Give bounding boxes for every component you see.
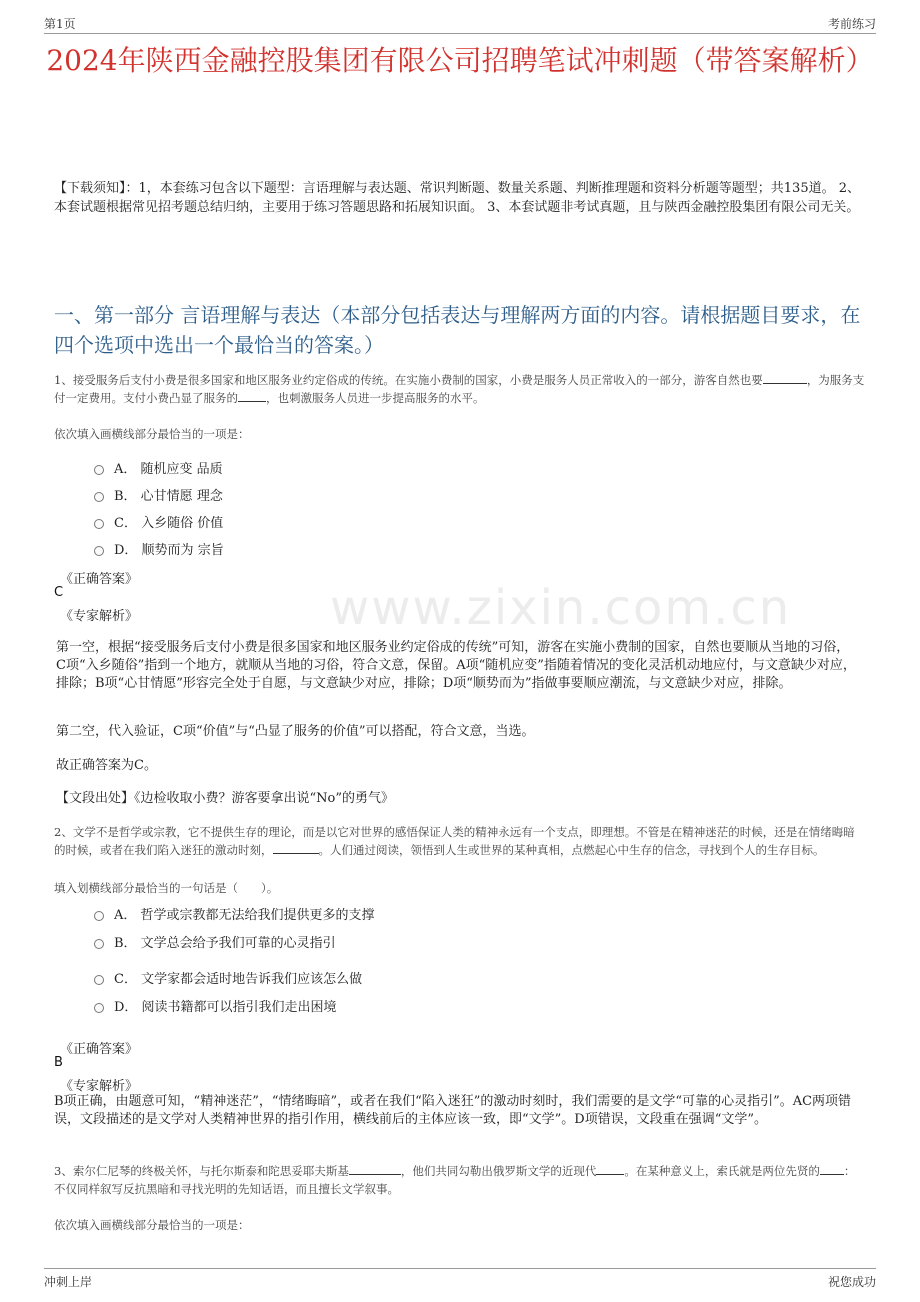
radio-icon[interactable] — [94, 975, 104, 985]
q1-option-b[interactable]: B． 心甘情愿 理念 — [94, 485, 223, 504]
question-1-prompt: 依次填入画横线部分最恰当的一项是： — [54, 427, 250, 441]
document-title: 2024年陕西金融控股集团有限公司招聘笔试冲刺题（带答案解析） — [46, 44, 874, 77]
blank-2 — [238, 401, 266, 402]
blank-2 — [596, 1174, 624, 1175]
radio-icon[interactable] — [94, 1003, 104, 1013]
q2-analysis-p1: B项正确，由题意可知，“精神迷茫”，“情绪晦暗”，或者在我们“陷入迷狂”的激动时刻时，我们需要的是文学“可靠的心灵指引”。AC两项错误，文段描述的是文学对人类精神世界的指引作用，横线前后的主体应该一致，即“文学”。D项错误，文段重在强调“文学”。 — [54, 1094, 852, 1127]
radio-icon[interactable] — [94, 465, 104, 475]
blank-3 — [820, 1174, 844, 1175]
section-title: 一、第一部分 言语理解与表达（本部分包括表达与理解两方面的内容。请根据题目要求，在四个选项中选出一个最恰当的答案。） — [54, 303, 861, 357]
q1-analysis-p2: 第二空，代入验证，C项“价值”与“凸显了服务的价值”可以搭配，符合文意，当选。 — [56, 724, 535, 739]
q2-option-d[interactable]: D． 阅读书籍都可以指引我们走出困境 — [94, 996, 337, 1015]
radio-icon[interactable] — [94, 492, 104, 502]
q2-option-a[interactable]: A． 哲学或宗教都无法给我们提供更多的支撑 — [94, 904, 375, 923]
footer-right: 祝您成功 — [827, 1275, 876, 1289]
radio-icon[interactable] — [94, 519, 104, 529]
q1-analysis-label: 《专家解析》 — [60, 609, 139, 624]
radio-icon[interactable] — [94, 939, 104, 949]
radio-icon[interactable] — [94, 911, 104, 921]
question-3-text: 3、索尔仁尼琴的终极关怀，与托尔斯泰和陀思妥耶夫斯基 ，他们共同勾勒出俄罗斯文学的近现代 。在某种意义上，索氏就是两位先贤的 ：不仅同样叙写反抗黑暗和寻找光明的先知话语，而且擅长文学叙事。 — [54, 1164, 856, 1196]
footer-left: 冲刺上岸 — [44, 1275, 93, 1289]
blank-1 — [763, 383, 807, 384]
q2-option-c[interactable]: C． 文学家都会适时地告诉我们应该怎么做 — [94, 968, 362, 987]
q2-answer-label: 《正确答案》 — [60, 1042, 139, 1057]
header-rule — [44, 33, 876, 34]
header-right-label: 考前练习 — [827, 17, 876, 31]
q1-source: 【文段出处】《边检收取小费？游客要拿出说“No”的勇气》 — [56, 791, 394, 806]
watermark: www.zixin.com.cn — [330, 580, 792, 636]
q1-analysis-p1: 第一空，根据“接受服务后支付小费是很多国家和地区服务业约定俗成的传统”可知，游客在实施小费制的国家，自然也要顺从当地的习俗，C项“入乡随俗”指到一个地方，就顺从当地的习俗，符合文意，保留。A项“随机应变”指随着情况的变化灵活机动地应付，与文意缺少对应，排除；B项“心甘情愿”形容完全处于自愿，与文意缺少对应，排除；D项“顺势而为”指做事要顺应潮流，与文意缺少对应，排除。 — [56, 640, 856, 691]
q1-answer-label: 《正确答案》 — [60, 572, 139, 587]
blank-1 — [349, 1174, 401, 1175]
question-2-text: 2、文学不是哲学或宗教，它不提供生存的理论，而是以它对世界的感悟保证人类的精神永远有一个支点，即理想。不管是在精神迷茫的时候，还是在情绪晦暗的时候，或者在我们陷入迷狂的激动时刻， 。人们通过阅读，领悟到人生或世界的某种真相，点燃起心中生存的信念，寻找到个人的生存目标。 — [54, 825, 855, 857]
question-3-prompt: 依次填入画横线部分最恰当的一项是： — [54, 1218, 250, 1232]
q2-answer: B — [54, 1055, 63, 1070]
blank-1 — [273, 853, 319, 854]
question-1-text: 1、接受服务后支付小费是很多国家和地区服务业约定俗成的传统。在实施小费制的国家，小费是服务人员正常收入的一部分，游客自然也要 ，为服务支付一定费用。支付小费凸显了服务的 ，也刺激服务人员进一步提高服务的水平。 — [54, 373, 865, 405]
q2-option-b[interactable]: B． 文学总会给予我们可靠的心灵指引 — [94, 932, 336, 951]
q1-option-a[interactable]: A． 随机应变 品质 — [94, 458, 223, 477]
q1-option-d[interactable]: D． 顺势而为 宗旨 — [94, 539, 224, 558]
radio-icon[interactable] — [94, 546, 104, 556]
download-notice: 【下载须知】：1，本套练习包含以下题型：言语理解与表达题、常识判断题、数量关系题、判断推理题和资料分析题等题型；共135道。 2、本套试题根据常见招考题总结归纳，主要用于练习答题思路和拓展知识面。 3、本套试题非考试真题，且与陕西金融控股集团有限公司无关。 — [54, 181, 860, 215]
page-number: 第1页 — [44, 17, 76, 31]
q2-analysis-label: 《专家解析》 — [60, 1079, 139, 1094]
question-2-prompt: 填入划横线部分最恰当的一句话是（ ）。 — [54, 881, 279, 895]
q1-analysis-p3: 故正确答案为C。 — [56, 758, 157, 773]
q1-answer: C — [54, 585, 64, 600]
footer-rule — [44, 1268, 876, 1269]
q1-option-c[interactable]: C． 入乡随俗 价值 — [94, 512, 223, 531]
